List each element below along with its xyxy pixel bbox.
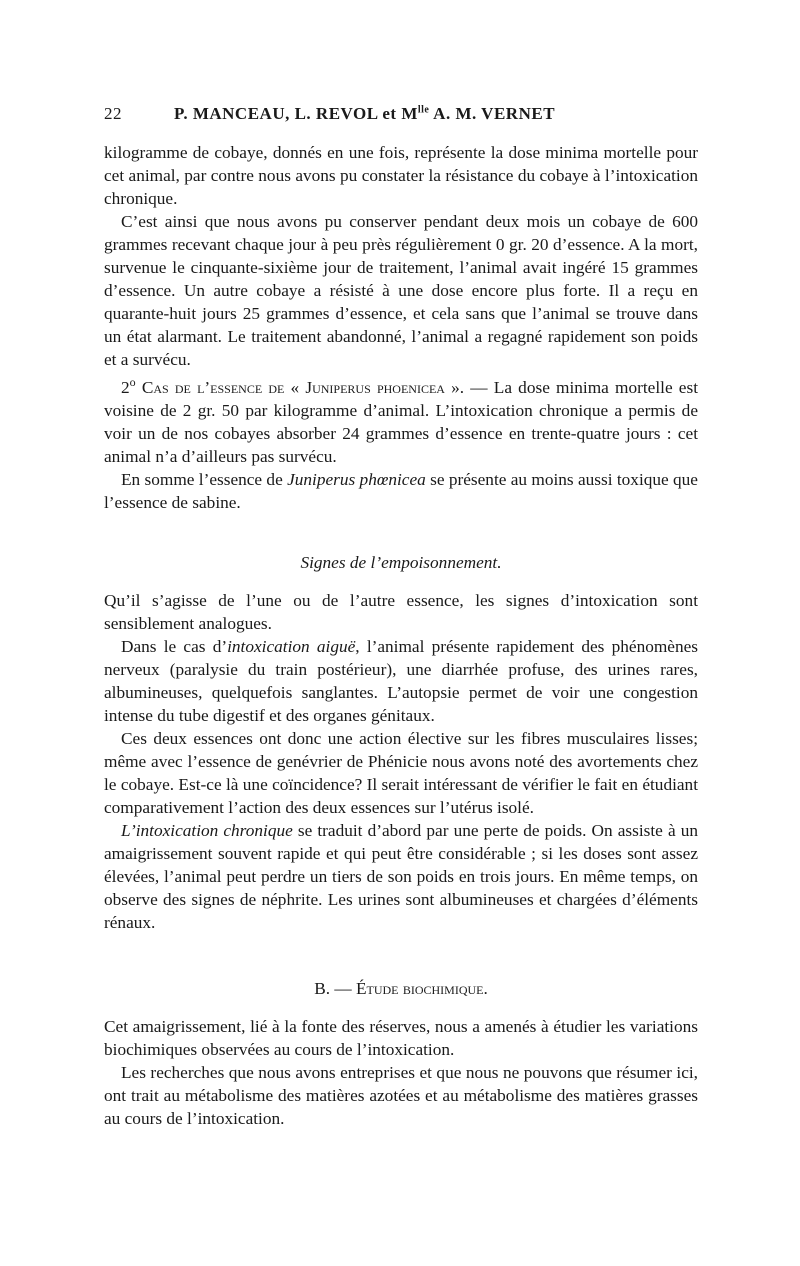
paragraph-4-italic: Juniperus phœnicea bbox=[287, 469, 426, 489]
header-author-text-1: P. MANCEAU, L. REVOL et M bbox=[174, 104, 418, 123]
paragraph-10: Les recherches que nous avons entreprises et que nous ne pouvons que résumer ici, ont trait au métabolisme des matières azotées et au métabolisme des matières grasses au cours de l’intoxication. bbox=[104, 1063, 698, 1128]
paragraph-3 bbox=[104, 371, 698, 468]
paragraph-6 bbox=[104, 635, 698, 727]
paragraph-9: Cet amaigrissement, lié à la fonte des réserves, nous a amenés à étudier les variations biochimiques observées au cours de l’intoxication. bbox=[104, 1017, 698, 1059]
paragraph-4 bbox=[104, 468, 698, 514]
text-block-3 bbox=[104, 1015, 698, 1130]
section-heading-biochimique: B. — Étude biochimique. bbox=[314, 979, 488, 998]
paragraph-7: Ces deux essences ont donc une action élective sur les fibres musculaires lisses; même avec l’essence de genévrier de Phénicie nous avons noté des avortements chez le cobaye. Est-ce là une coïncidence? Il serait intéressant de vérifier le fait en étudiant comparativement l’action des deux essences sur l’utérus isolé. bbox=[104, 729, 698, 817]
paragraph-8-italic: L’intoxication chronique bbox=[121, 821, 293, 840]
header-authors bbox=[174, 104, 555, 124]
paragraph-2: C’est ainsi que nous avons pu conserver pendant deux mois un cobaye de 600 grammes recevant chaque jour à peu près régulièrement 0 gr. 20 d’essence. A la mort, survenue le cinquante-sixième jour de traitement, l’animal avait ingéré 15 grammes d’essence. Un autre cobaye a résisté à une dose encore plus forte. Il a reçu en quarante-huit jours 25 grammes d’essence, et cela sans que l’animal se trouve dans un état alarmant. Le traitement abandonné, l’animal a regagné rapidement son poids et a survécu. bbox=[104, 212, 698, 369]
paragraph-5: Qu’il s’agisse de l’une ou de l’autre essence, les signes d’intoxication sont sensiblement analogues. bbox=[104, 591, 698, 633]
text-block-2 bbox=[104, 589, 698, 934]
header-author-text-2: A. M. VERNET bbox=[429, 104, 556, 123]
running-header bbox=[104, 104, 698, 130]
section-number: 2 bbox=[121, 377, 130, 397]
header-author-sup: lle bbox=[417, 104, 430, 116]
paragraph-4-text-b: se présente au moins aussi toxique que l’essence de sabine. bbox=[104, 469, 698, 512]
paragraph-3-text: — La dose minima mortelle est voisine de 2 gr. 50 par kilogramme d’animal. L’intoxication chronique a permis de voir un de nos cobayes absorber 24 grammes d’essence en trente-quatre jours : cet animal n’a d’ailleurs pas survécu. bbox=[104, 377, 699, 466]
section-number-sup: o bbox=[129, 375, 136, 389]
text-block-1 bbox=[104, 141, 698, 514]
paragraph-6-italic: intoxication aiguë bbox=[227, 637, 356, 656]
paragraph-8 bbox=[104, 819, 698, 934]
paragraph-1: kilogramme de cobaye, donnés en une fois, représente la dose minima mortelle pour cet animal, par contre nous avons pu constater la résistance du cobaye à l’intoxication chronique. bbox=[104, 143, 698, 208]
paragraph-6-text-a: Dans le cas d’ bbox=[121, 637, 228, 656]
paragraph-4-text-a: En somme l’essence de bbox=[121, 469, 288, 489]
paragraph-6-text-b: , l’animal présente rapidement des phénomènes nerveux (paralysie du train postérieur), une diarrhée profuse, des urines rares, albumineuses, quelquefois sanglantes. L’autopsie permet de voir une congestion intense du tube digestif et des organes génitaux. bbox=[104, 637, 698, 725]
paragraph-8-text: se traduit d’abord par une perte de poids. On assiste à un amaigrissement souvent rapide et qui peut être considérable ; si les doses sont assez élevées, l’animal peut perdre un tiers de son poids en trois jours. En même temps, on observe des signes de néphrite. Les urines sont albumineuses et chargées d’éléments rénaux. bbox=[104, 821, 698, 932]
section-heading-signes: Signes de l’empoisonnement. bbox=[300, 553, 502, 572]
section-label: Cas de l’essence de « Juniperus phoenicea ». bbox=[135, 377, 465, 397]
page-number: 22 bbox=[104, 104, 122, 123]
